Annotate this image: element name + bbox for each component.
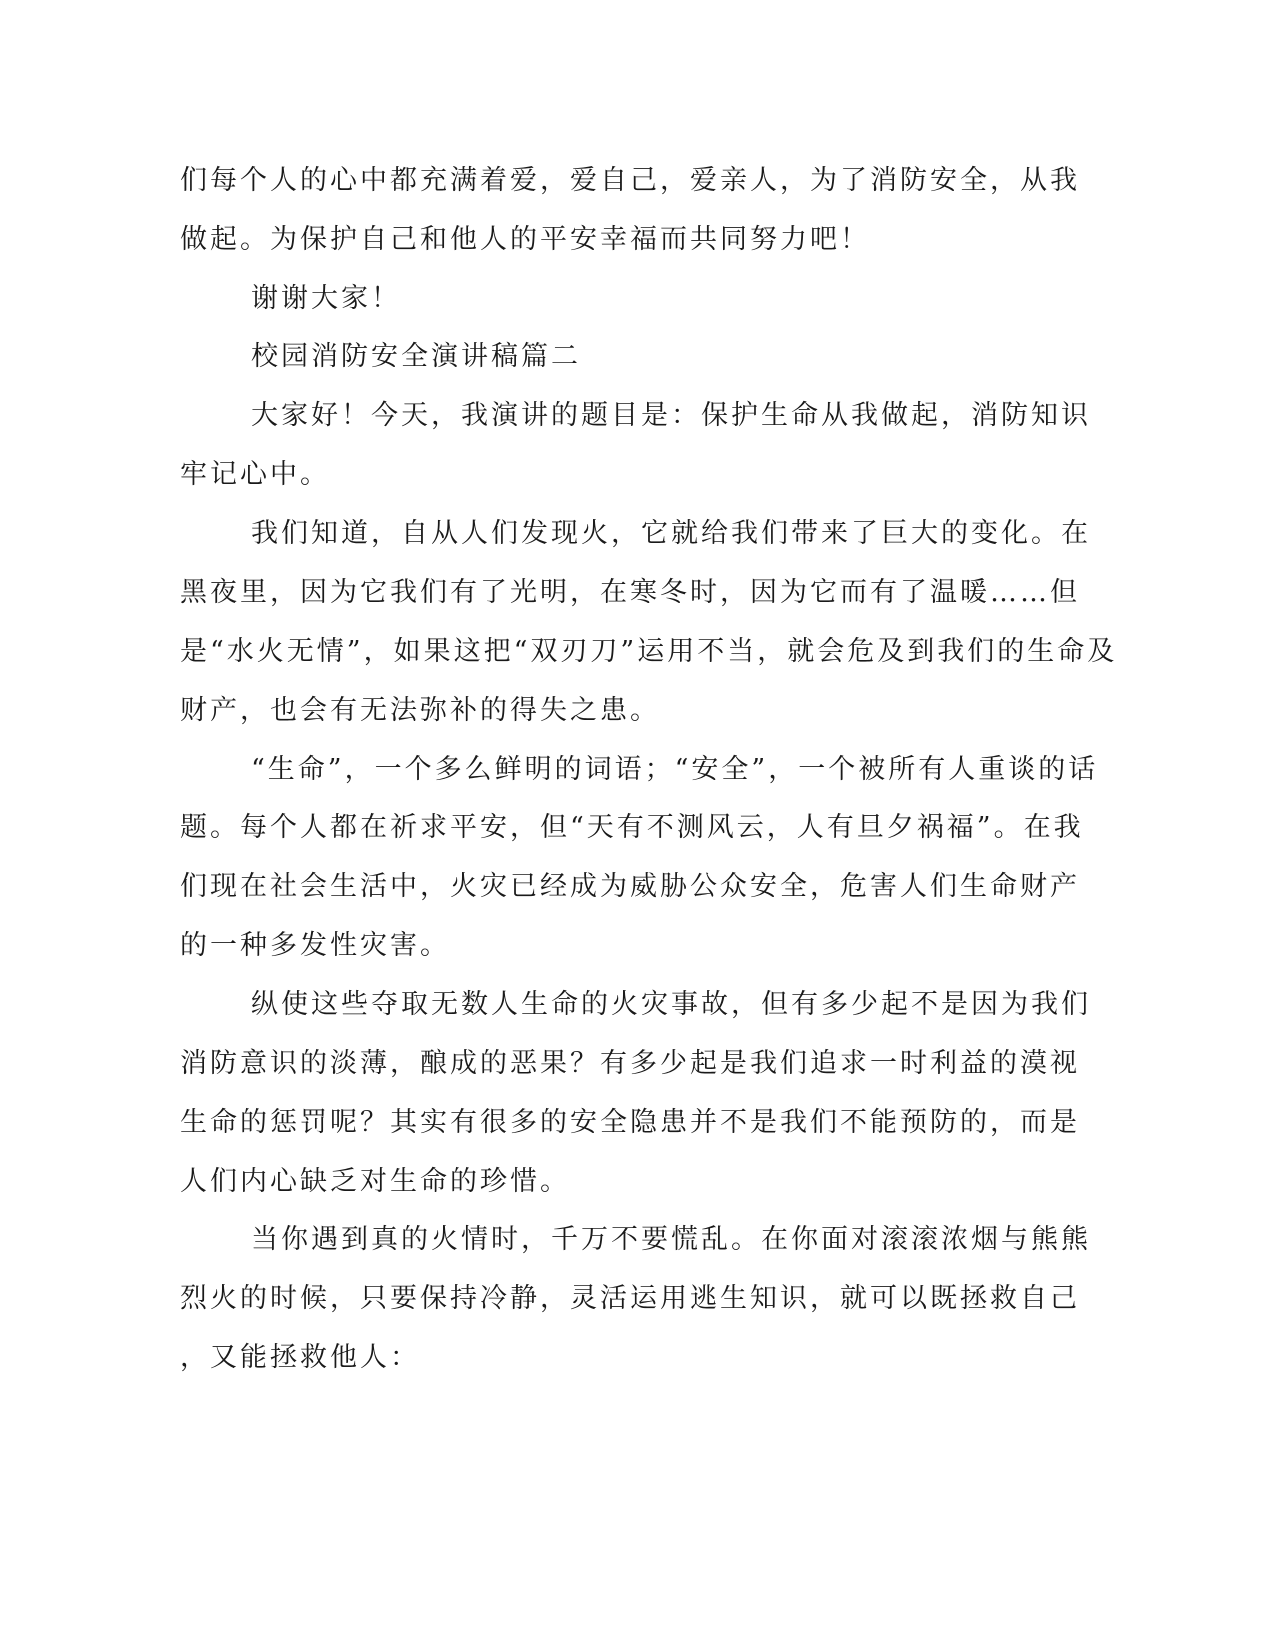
text-line: 纵使这些夺取无数人生命的火灾事故，但有多少起不是因为我们 (251, 989, 1091, 1020)
text-line: 的一种多发性灾害。 (180, 930, 450, 961)
text-line: 是“水火无情”，如果这把“双刃刀”运用不当，就会危及到我们的生命及 (180, 636, 1118, 667)
text-line: 人们内心缺乏对生命的珍惜。 (180, 1166, 570, 1197)
text-line: “生命”，一个多么鲜明的词语；“安全”，一个被所有人重谈的话 (251, 754, 1099, 785)
text-line: 烈火的时候，只要保持冷静，灵活运用逃生知识，就可以既拯救自己 (180, 1283, 1080, 1314)
text-line: 当你遇到真的火情时，千万不要慌乱。在你面对滚滚浓烟与熊熊 (251, 1224, 1091, 1255)
text-line: 生命的惩罚呢？其实有很多的安全隐患并不是我们不能预防的，而是 (180, 1107, 1080, 1138)
text-line: 们现在社会生活中，火灾已经成为威胁公众安全，危害人们生命财产 (180, 871, 1080, 902)
text-line: 消防意识的淡薄，酿成的恶果？有多少起是我们追求一时利益的漠视 (180, 1048, 1080, 1079)
text-line: 牢记心中。 (180, 459, 330, 490)
text-line: 谢谢大家！ (251, 283, 401, 314)
text-line: ，又能拯救他人： (180, 1342, 420, 1373)
text-line: 黑夜里，因为它我们有了光明，在寒冬时，因为它而有了温暖……但 (180, 577, 1080, 608)
text-line: 题。每个人都在祈求平安，但“天有不测风云，人有旦夕祸福”。在我 (180, 812, 1084, 843)
text-line: 做起。为保护自己和他人的平安幸福而共同努力吧！ (180, 224, 870, 255)
text-line: 大家好！今天，我演讲的题目是：保护生命从我做起，消防知识 (251, 400, 1091, 431)
text-line: 们每个人的心中都充满着爱，爱自己，爱亲人，为了消防安全，从我 (180, 165, 1080, 196)
text-line: 我们知道，自从人们发现火，它就给我们带来了巨大的变化。在 (251, 518, 1091, 549)
section-heading: 校园消防安全演讲稿篇二 (251, 341, 581, 372)
text-line: 财产，也会有无法弥补的得失之患。 (180, 695, 660, 726)
